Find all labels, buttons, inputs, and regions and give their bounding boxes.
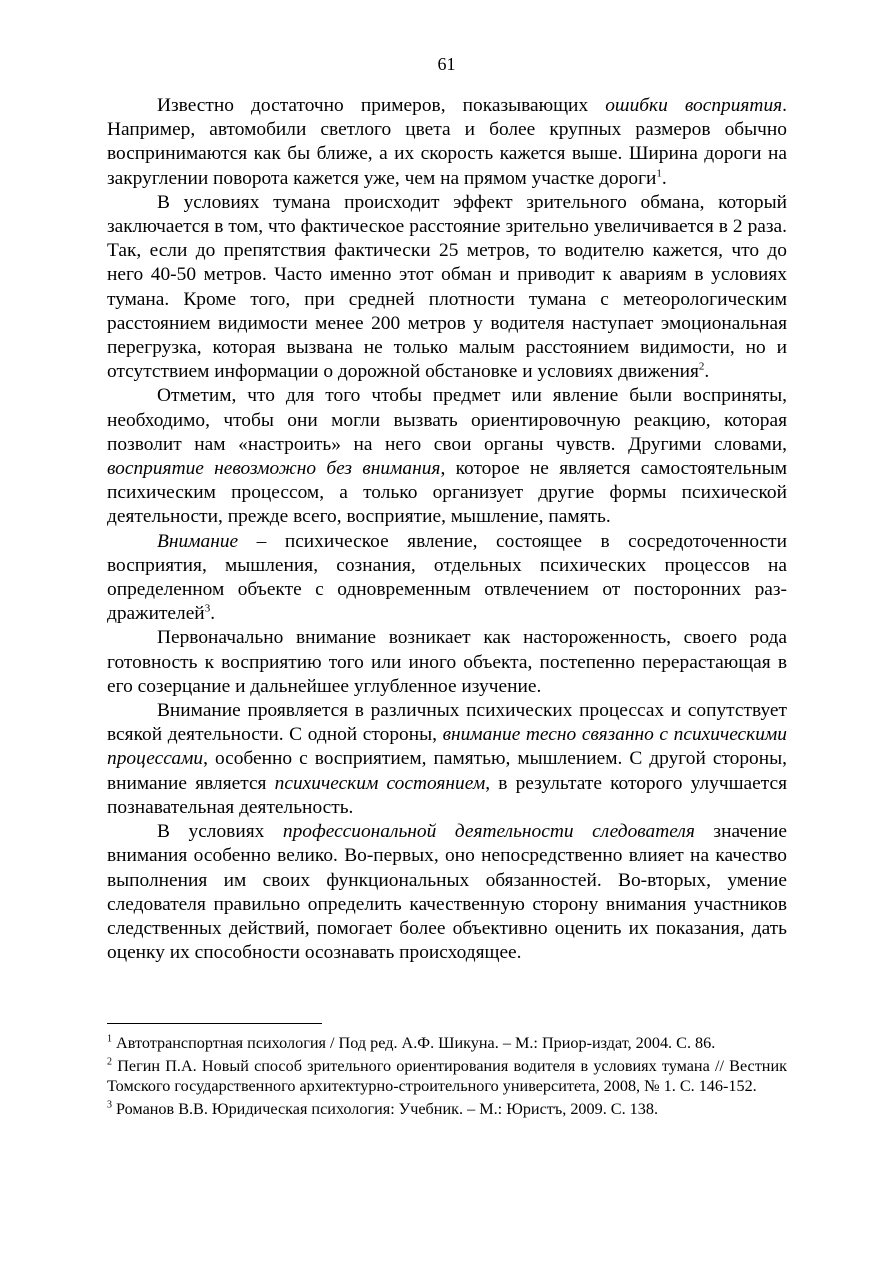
paragraph-text: – психическое явление, состоящее в сосредоточенности восприятия, мышления, сознания, отдельных психических процессов на определенном объекте с одновременным отвлечением от посторонних раздражителей (107, 530, 787, 625)
footnote-separator (107, 1023, 322, 1024)
paragraph (107, 530, 787, 627)
emphasized-text: ошибки восприятия (605, 95, 783, 116)
emphasized-text: психическим состоянием (274, 772, 486, 794)
footnote-number: 2 (107, 1056, 112, 1068)
footnote-reference[interactable]: 2 (698, 360, 705, 373)
emphasized-text: внимание тесно связанно с психическими процессами (107, 724, 787, 770)
footnote (107, 1056, 787, 1097)
footnote-number: 1 (107, 1033, 112, 1045)
paragraph-text: , особенно с восприятием, памятью, мышлением. С другой стороны, внимание является (107, 748, 787, 794)
emphasized-text: профессиональной деятельности следователя (282, 821, 695, 843)
paragraph-text: В условиях тумана происходит эффект зрительного обмана, который заключается в том, что фактическое расстояние зрительно увеличивается в 2 раза. Так, если до препятствия фактически 25 метров, то водителю кажется, что до него 40-50 метров. Часто именно этот обман и приводит к авариям в условиях тумана. Кроме того, при средней плотности тумана с метеорологическим расстоянием видимости менее 200 метров у водителя наступает эмоциональная перегрузка, которая вызвана не только малым расстоянием видимости, но и отсутствием информации о дорожной обстановке и условиях движения (107, 191, 787, 383)
page-number: 61 (437, 54, 456, 74)
footnote (107, 1099, 787, 1120)
paragraph-text: , в результате которого улучшается познавательная деятельность. (107, 772, 787, 818)
paragraph-end-punctuation: . (704, 361, 710, 383)
emphasized-text: восприятие невозможно без внимания (107, 458, 441, 480)
footnote-text: Романов В.В. Юридическая психология: Учебник. – М.: Юристъ, 2009. С. 138. (112, 1099, 659, 1118)
paragraph (107, 699, 787, 820)
paragraph (107, 626, 787, 699)
paragraph-text: значение внимания особенно велико. Во-первых, оно непосредственно влияет на качество выполнения им своих функциональных обязанностей. Во-вторых, умение следователя правильно определить качественную сторону внимания участников следственных действий, помогает более объективно оценить их показания, дать оценку их способности осознавать происходящее. (107, 821, 788, 964)
body-text (107, 94, 787, 965)
paragraph-text: Первоначально внимание возникает как настороженность, своего рода готовность к восприятию того или иного объекта, постепенно перерастающая в его созерцание и дальнейшее углубленное изучение. (107, 627, 787, 697)
footnotes (107, 1033, 787, 1121)
paragraph-text: . Например, автомобили светлого цвета и более крупных размеров обычно воспринимаются как бы ближе, а их скорость кажется выше. Ширина дороги на закруглении поворота кажется уже, чем на прямом участке дороги (107, 95, 788, 189)
footnote (107, 1033, 787, 1054)
paragraph (107, 94, 787, 191)
paragraph (107, 191, 787, 385)
paragraph (107, 820, 787, 965)
paragraph-text: Известно достаточно примеров, показывающих (157, 95, 606, 116)
paragraph (107, 384, 787, 529)
emphasized-text: Внимание (157, 530, 239, 552)
paragraph-end-punctuation: . (210, 603, 216, 625)
paragraph-text: Внимание проявляется в различных психических процессах и сопутствует всякой деятельности. С одной стороны, (107, 700, 787, 746)
footnote-number: 3 (107, 1099, 112, 1111)
footnote-text: Пегин П.А. Новый способ зрительного ориентирования водителя в условиях тумана // Вестник Томского государственного архитектурно-строительного университета, 2008, № 1. С. 146-152. (107, 1056, 787, 1095)
paragraph-text: Отметим, что для того чтобы предмет или явление были восприняты, необходимо, чтобы они могли вызвать ориентировочную реакцию, которая позволит нам «настроить» на него свои органы чувств. Другими словами, (107, 385, 787, 455)
footnote-reference[interactable]: 3 (204, 602, 211, 615)
footnote-text: Автотранспортная психология / Под ред. А.Ф. Шикуна. – М.: Приор-издат, 2004. С. 86. (112, 1034, 716, 1052)
paragraph-end-punctuation: . (661, 167, 667, 189)
footnote-reference[interactable]: 1 (656, 167, 662, 180)
paragraph-text: , которое не является самостоятельным психическим процессом, а только организует другие формы психической деятельности, прежде всего, восприятие, мышление, память. (107, 458, 788, 528)
paragraph-text: В условиях (157, 821, 283, 843)
